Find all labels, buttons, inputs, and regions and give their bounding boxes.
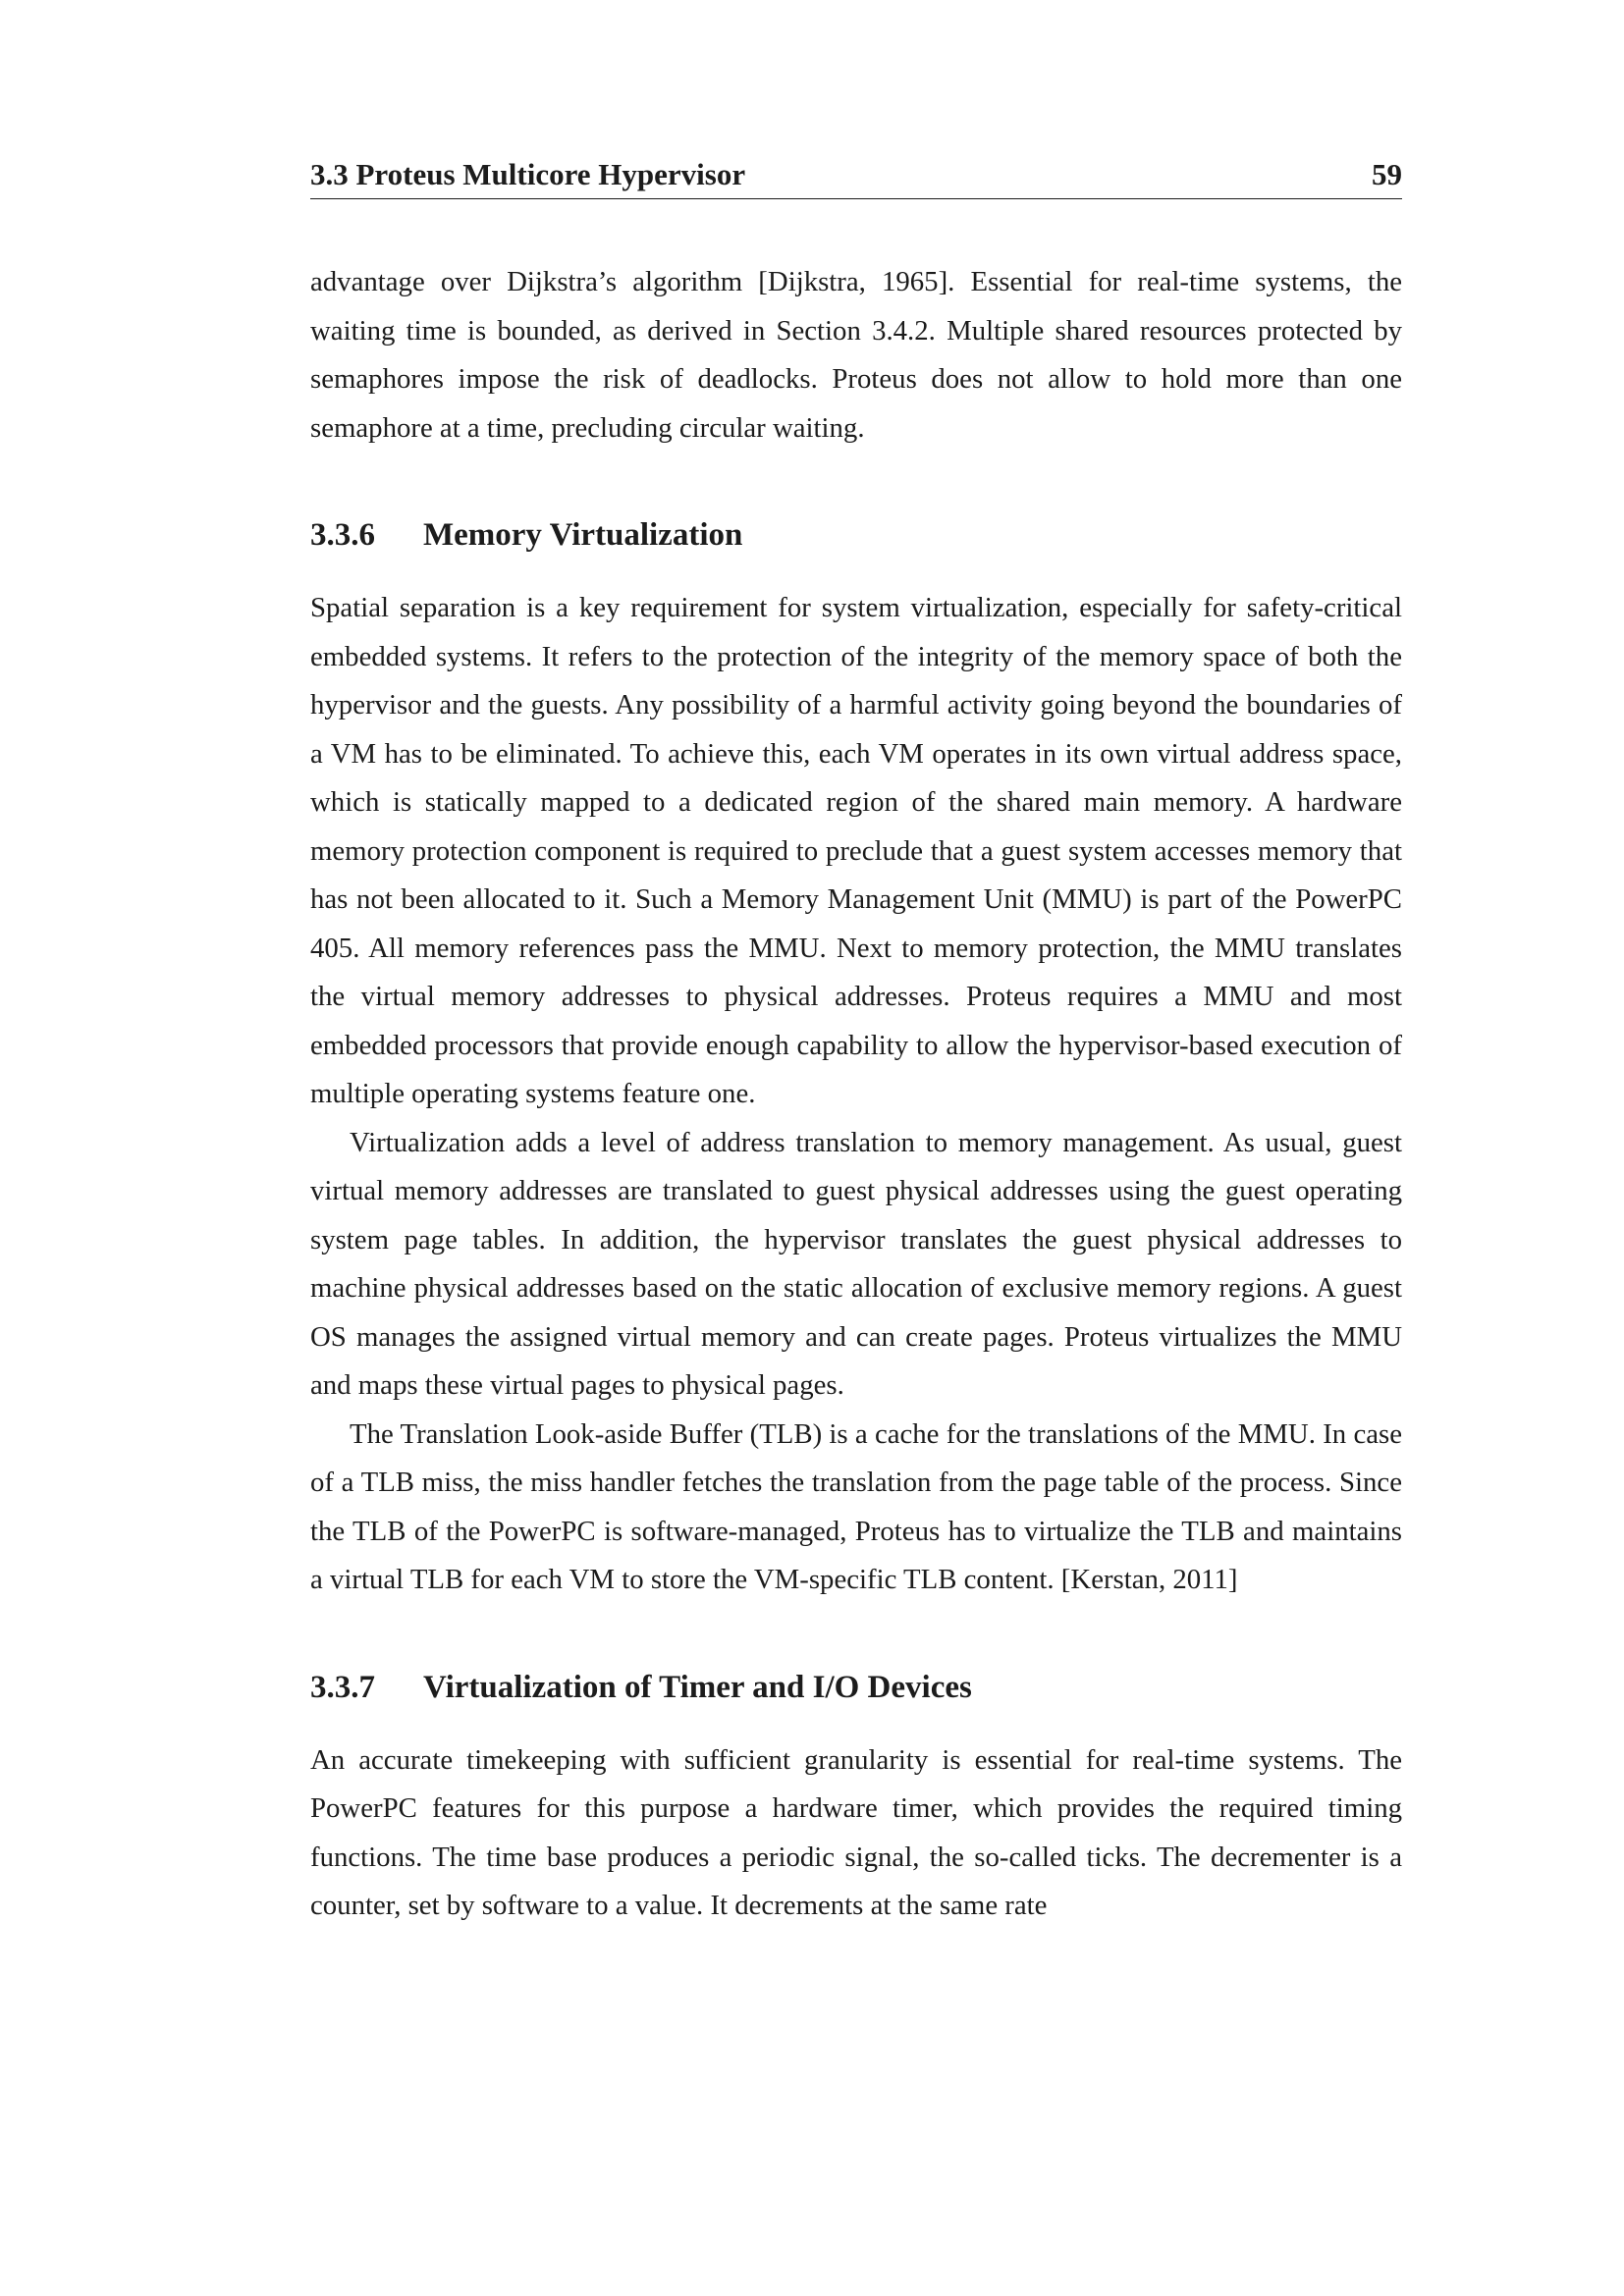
paragraph: The Translation Look-aside Buffer (TLB) is a cache for the translations of the MMU. In case of a TLB miss, the miss handler fetches the translation from the page table of the process. Since the TLB of the PowerPC is software-managed, Proteus has to virtualize the TLB and maintains a virtual TLB for each VM to store the VM-specific TLB content. [Kerstan, 2011] — [310, 1417, 1402, 1595]
section-title: Memory Virtualization — [423, 517, 743, 553]
header-section-title: 3.3 Proteus Multicore Hypervisor — [310, 157, 746, 191]
intro-paragraph: advantage over Dijkstra’s algorithm [Dijkstra, 1965]. Essential for real-time systems, the waiting time is bounded, as derived in Section 3.4.2. Multiple shared resources protected by semaphores impose the risk of deadlocks. Proteus does not allow to hold more than one semaphore at a time, precluding circular waiting. — [310, 266, 1402, 444]
section-number: 3.3.7 — [310, 1669, 375, 1705]
paragraph: An accurate timekeeping with sufficient granularity is essential for real-time systems. The PowerPC features for this purpose a hardware timer, which provides the required timing functions. The time base produces a periodic signal, the so-called ticks. The decrementer is a counter, set by software to a value. It decrements at the same rate — [310, 1743, 1402, 1921]
section-heading-3-3-7 — [310, 1668, 1402, 1707]
paragraph: Spatial separation is a key requirement for system virtualization, especially for safety-critical embedded systems. It refers to the protection of the integrity of the memory space of both the hypervisor and the guests. Any possibility of a harmful activity going beyond the boundaries of a VM has to be eliminated. To achieve this, each VM operates in its own virtual address space, which is statically mapped to a dedicated region of the shared main memory. A hardware memory protection component is required to preclude that a guest system accesses memory that has not been allocated to it. Such a Memory Management Unit (MMU) is part of the PowerPC 405. All memory references pass the MMU. Next to memory protection, the MMU translates the virtual memory addresses to physical addresses. Proteus requires a MMU and most embedded processors that provide enough capability to allow the hypervisor-based execution of multiple operating systems feature one. — [310, 592, 1402, 1109]
document-page — [310, 157, 1402, 1931]
section-title: Virtualization of Timer and I/O Devices — [423, 1669, 972, 1705]
page-content — [310, 258, 1402, 1931]
section-heading-3-3-6 — [310, 515, 1402, 555]
running-header — [310, 157, 1402, 199]
paragraph: Virtualization adds a level of address translation to memory management. As usual, guest virtual memory addresses are translated to guest physical addresses using the guest operating system page tables. In addition, the hypervisor translates the guest physical addresses to machine physical addresses based on the static allocation of exclusive memory regions. A guest OS manages the assigned virtual memory and can create pages. Proteus virtualizes the MMU and maps these virtual pages to physical pages. — [310, 1126, 1402, 1401]
section-number: 3.3.6 — [310, 517, 375, 553]
page-number: 59 — [1372, 157, 1402, 191]
